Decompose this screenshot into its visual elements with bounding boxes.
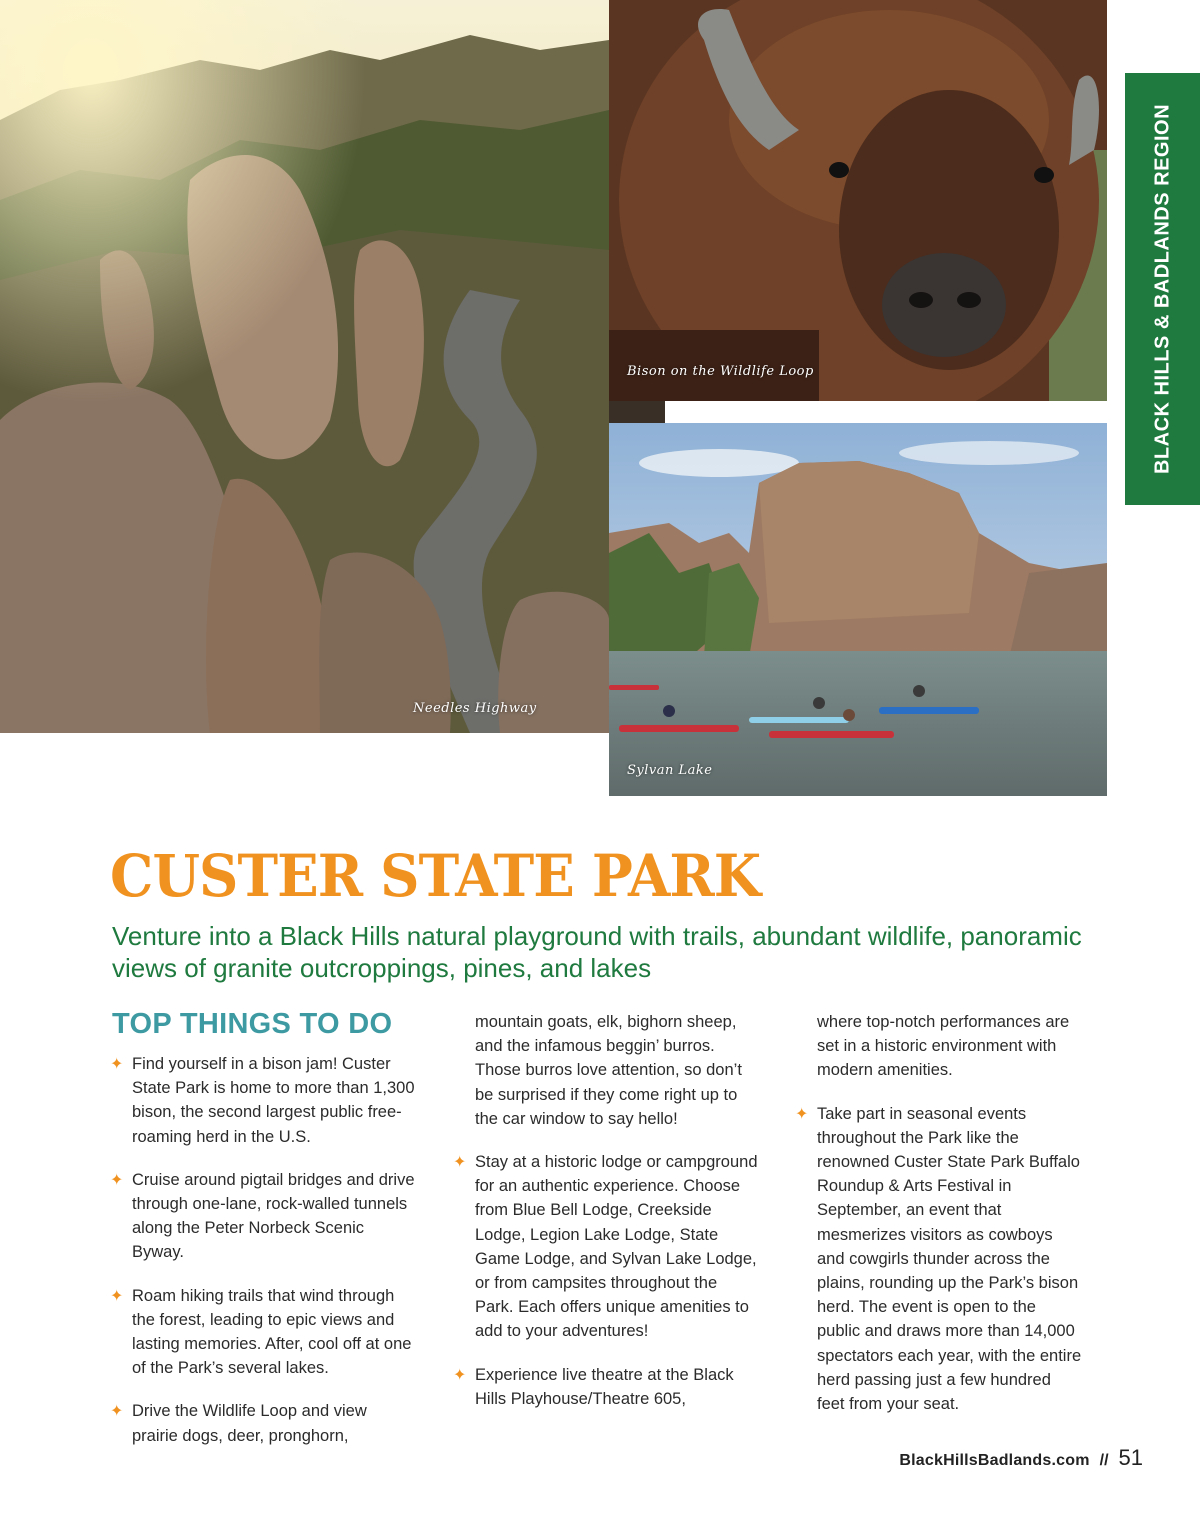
page-footer: [899, 1445, 1143, 1471]
region-side-tab: [1125, 73, 1200, 505]
photo-frame-notch: [609, 401, 665, 423]
needles-highway-photo: [0, 0, 609, 733]
list-item-text: Experience live theatre at the Black Hills Playhouse/Theatre 605,: [475, 1365, 734, 1408]
list-item: [455, 1150, 760, 1344]
four-point-star-icon: ✦: [795, 1103, 809, 1123]
list-item-text: Stay at a historic lodge or campground for an authentic experience. Choose from Blue Bell Lodge, Creekside Lodge, Legion Lake Lodge, State Game Lodge, and Sylvan Lake Lodge, or from campsites throughout the Park. Each offers unique amenities to add to your adventures!: [475, 1153, 758, 1341]
article-title: CUSTER STATE PARK: [110, 842, 761, 910]
column-1: [112, 1052, 417, 1448]
needles-highway-caption: Needles Highway: [413, 701, 537, 716]
list-item-text: Take part in seasonal events throughout the Park like the renowned Custer State Park Buffalo Roundup & Arts Festival in September, an event that mesmerizes visitors as cowboys and cowgirls thunder across the plains, rounding up the Park’s bison herd. The event is open to the public and draws more than 14,000 spectators each year, with the entire herd passing just a few hundred feet from your seat.: [817, 1104, 1082, 1414]
page-number: 51: [1118, 1445, 1143, 1470]
list-item-continuation: where top-notch performances are set in a historic environment with modern amenities.: [817, 1013, 1070, 1080]
four-point-star-icon: ✦: [110, 1401, 124, 1421]
list-item: [112, 1399, 417, 1447]
top-things-heading: TOP THINGS TO DO: [112, 1008, 393, 1040]
region-side-tab-label: BLACK HILLS & BADLANDS REGION: [1151, 103, 1173, 475]
list-item-continuation: mountain goats, elk, bighorn sheep, and the infamous beggin’ burros. Those burros love attention, so don’t be surprised if they come right up to the car window to say hello!: [475, 1013, 742, 1128]
list-item: [797, 1102, 1082, 1417]
list-item-text: Roam hiking trails that wind through the forest, leading to epic views and lasting memories. After, cool off at one of the Park’s several lakes.: [132, 1286, 412, 1378]
list-item: [112, 1168, 417, 1265]
sylvan-lake-caption: Sylvan Lake: [627, 763, 713, 778]
footer-site-link[interactable]: BlackHillsBadlands.com: [899, 1452, 1090, 1469]
four-point-star-icon: ✦: [453, 1152, 467, 1172]
list-item-text: Find yourself in a bison jam! Custer State Park is home to more than 1,300 bison, the second largest public free-roaming herd in the U.S.: [132, 1055, 415, 1146]
sylvan-lake-photo: [609, 423, 1107, 796]
list-item-text: Cruise around pigtail bridges and drive through one-lane, rock-walled tunnels along the Peter Norbeck Scenic Byway.: [132, 1170, 415, 1262]
four-point-star-icon: ✦: [453, 1364, 467, 1384]
list-item: [455, 1363, 760, 1411]
article-subtitle: Venture into a Black Hills natural playground with trails, abundant wildlife, panoramic views of granite outcroppings, pines, and lakes: [112, 921, 1082, 983]
four-point-star-icon: ✦: [110, 1285, 124, 1305]
list-item: [112, 1284, 417, 1381]
bison-caption: Bison on the Wildlife Loop: [627, 364, 814, 379]
four-point-star-icon: ✦: [110, 1169, 124, 1189]
bison-photo: [609, 0, 1107, 401]
column-2: [455, 1010, 760, 1411]
column-3: [797, 1010, 1082, 1416]
footer-separator: //: [1099, 1452, 1109, 1469]
list-item: [112, 1052, 417, 1149]
four-point-star-icon: ✦: [110, 1054, 124, 1073]
list-item-text: Drive the Wildlife Loop and view prairie dogs, deer, pronghorn,: [132, 1402, 367, 1445]
